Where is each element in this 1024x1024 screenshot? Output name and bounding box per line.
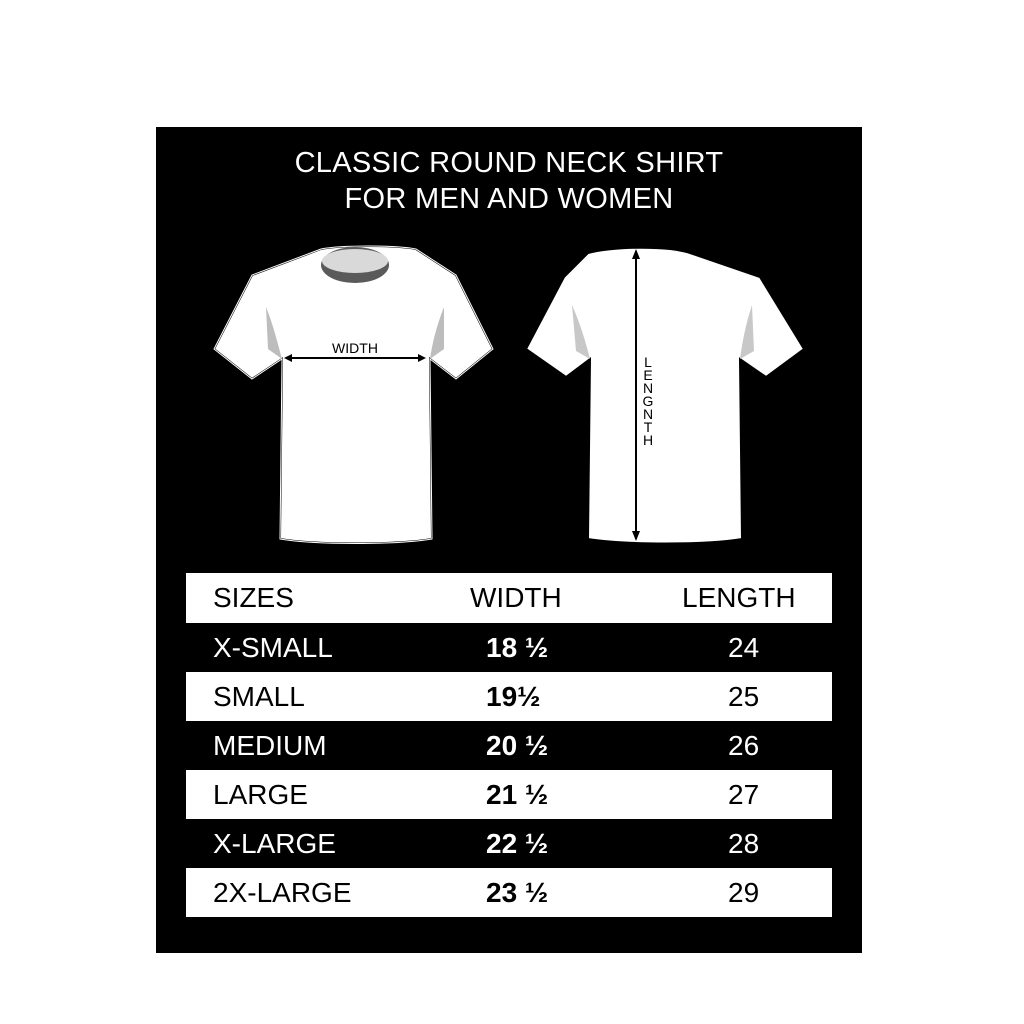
length-cell: 29 — [728, 877, 760, 908]
table-header-row — [186, 573, 832, 623]
table-row — [186, 868, 832, 917]
table-row — [186, 623, 832, 672]
size-cell: MEDIUM — [213, 730, 327, 761]
width-measure-label: WIDTH — [332, 340, 378, 356]
width-cell: 23 ½ — [486, 877, 549, 908]
length-measure-label: L E N G N T H — [642, 354, 654, 448]
front-shirt-icon — [214, 246, 493, 544]
header-sizes: SIZES — [213, 582, 294, 613]
chart-title-line-1: CLASSIC ROUND NECK SHIRT — [294, 147, 724, 179]
shirt-diagrams — [156, 127, 862, 567]
size-cell: 2X-LARGE — [213, 877, 352, 908]
size-cell: X-SMALL — [213, 632, 333, 663]
width-cell: 21 ½ — [486, 779, 549, 810]
size-cell: SMALL — [213, 681, 305, 712]
length-cell: 27 — [728, 779, 760, 810]
chart-title-line-2: FOR MEN AND WOMEN — [344, 183, 674, 215]
back-shirt-icon — [526, 248, 804, 544]
length-cell: 26 — [728, 730, 760, 761]
width-cell: 19½ — [486, 681, 541, 712]
width-cell: 22 ½ — [486, 828, 549, 859]
table-row — [186, 819, 832, 868]
width-cell: 18 ½ — [486, 632, 549, 663]
header-width: WIDTH — [470, 582, 562, 613]
length-cell: 28 — [728, 828, 760, 859]
table-row — [186, 672, 832, 721]
size-chart-panel — [156, 127, 862, 953]
header-length: LENGTH — [682, 582, 796, 613]
table-row — [186, 721, 832, 770]
table-row — [186, 770, 832, 819]
width-cell: 20 ½ — [486, 730, 549, 761]
size-table — [186, 573, 832, 917]
size-cell: LARGE — [213, 779, 308, 810]
length-cell: 25 — [728, 681, 760, 712]
size-cell: X-LARGE — [213, 828, 336, 859]
length-cell: 24 — [728, 632, 760, 663]
